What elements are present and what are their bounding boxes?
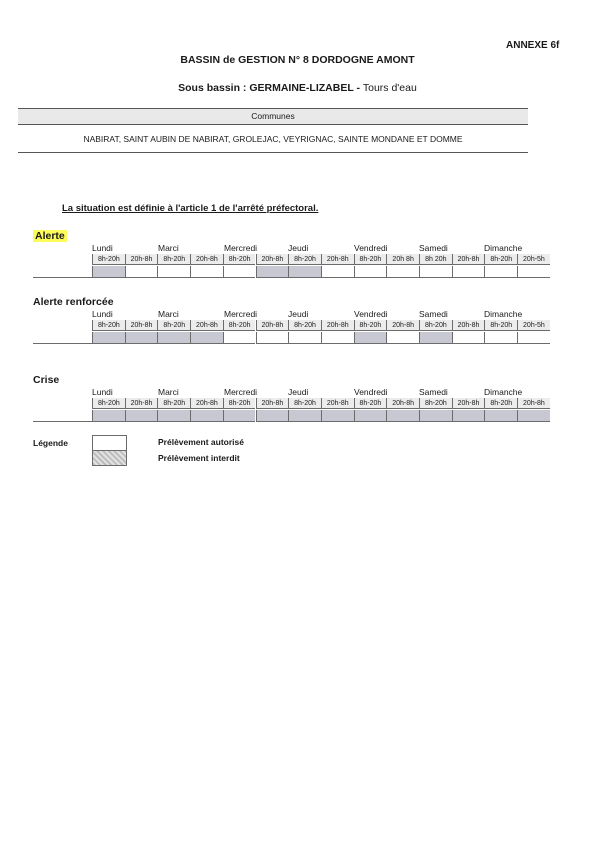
slot-forbidden-cell [386,410,419,422]
slot-label: 8h-20h [484,398,517,409]
day-label: Lundi [92,387,113,397]
slot-label: 8h-20h [223,320,256,331]
slot-label: 8h-20h [484,254,517,265]
status-row-label-cell [33,410,92,422]
day-label: Marci [158,387,179,397]
subtitle-basin: Sous bassin : GERMAINE-LIZABEL - [178,82,363,94]
slot-forbidden-cell [354,410,387,422]
slot-allowed-cell [223,332,256,344]
annex-label: ANNEXE 6f [506,40,560,51]
slot-label: 8h-20h [157,254,190,265]
day-label: Jeudi [288,387,309,397]
slot-forbidden-cell [484,410,517,422]
slot-allowed-cell [190,266,223,278]
day-label: Lundi [92,309,113,319]
slot-forbidden-cell [190,410,223,422]
slot-label: 20h-8h [190,398,223,409]
situation-note: La situation est définie à l'article 1 de l'arrêté préfectoral. [62,203,319,214]
section-label [33,230,67,242]
day-label: Samedi [419,309,448,319]
slot-label: 8h-20h [354,320,387,331]
slot-allowed-cell [157,266,190,278]
day-label: Dimanche [484,387,523,397]
slot-label: 20h-8h [125,254,158,265]
slot-label: 8h-20h [354,398,387,409]
slot-allowed-cell [484,266,517,278]
slot-label: 8h-20h [92,398,125,409]
section-label-text: Alerte [35,230,65,242]
slot-allowed-cell [386,266,419,278]
slot-label: 20h-5h [517,254,550,265]
slot-allowed-cell [452,332,485,344]
day-label: Vendredi [354,243,388,253]
page-subtitle [0,82,595,94]
slot-forbidden-cell [452,410,485,422]
slot-label: 20h-8h [517,398,550,409]
slot-forbidden-cell [92,332,125,344]
slot-label: 20h 8h [386,254,419,265]
slot-allowed-cell [288,332,321,344]
day-label: Samedi [419,243,448,253]
slot-label: 20h-8h [256,398,289,409]
slot-forbidden-cell [125,332,158,344]
slot-forbidden-cell [288,266,321,278]
day-label: Vendredi [354,309,388,319]
status-row-label-cell [33,332,92,344]
day-label: Samedi [419,387,448,397]
day-label: Jeudi [288,243,309,253]
slot-label: 8h-20h [157,398,190,409]
communes-list: NABIRAT, SAINT AUBIN DE NABIRAT, GROLEJAC, VEYRIGNAC, SAINTE MONDANE ET DOMME [83,134,463,144]
slot-allowed-cell [517,266,550,278]
slot-label: 8h-20h [92,320,125,331]
slot-forbidden-cell [256,266,289,278]
slot-label: 8h 20h [419,254,452,265]
slot-label: 20h-8h [321,254,354,265]
section-label-text: Alerte renforcée [33,296,114,308]
day-label: Lundi [92,243,113,253]
day-label: Marci [158,243,179,253]
day-label: Marci [158,309,179,319]
slot-label: 20h-8h [256,254,289,265]
slot-label: 8h-20h [419,320,452,331]
slot-label: 8h-20h [288,398,321,409]
slot-allowed-cell [321,332,354,344]
slot-label: 8h-20h [288,254,321,265]
legend-label: Légende [33,438,68,448]
slot-forbidden-cell [125,410,158,422]
legend-allowed-text: Prélèvement autorisé [158,437,244,447]
slot-forbidden-cell [92,410,125,422]
day-label: Dimanche [484,243,523,253]
slot-forbidden-cell [190,332,223,344]
day-label: Mercredi [224,387,258,397]
slot-allowed-cell [354,266,387,278]
slot-label: 8h-20h [484,320,517,331]
day-label: Dimanche [484,309,523,319]
slot-label: 20h-8h [190,320,223,331]
slot-label: 20h-8h [256,320,289,331]
legend-forbidden-text: Prélèvement interdit [158,453,240,463]
slot-forbidden-cell [354,332,387,344]
slot-allowed-cell [321,266,354,278]
day-label: Mercredi [224,243,258,253]
subtitle-type: Tours d'eau [362,82,417,94]
communes-table [18,108,528,153]
slot-label: 8h-20h [354,254,387,265]
slot-label: 20h-8h [321,398,354,409]
section-label [33,374,59,386]
communes-divider [18,152,528,153]
day-label: Mercredi [224,309,258,319]
slot-label: 8h-20h [92,254,125,265]
slot-label: 20h-8h [452,254,485,265]
slot-forbidden-cell [92,266,125,278]
slot-label: 8h-20h [223,254,256,265]
page-title: BASSIN de GESTION N° 8 DORDOGNE AMONT [180,54,415,66]
communes-header: Communes [18,108,528,125]
legend-allowed-swatch [92,435,127,451]
slot-label: 20h-8h [125,320,158,331]
slot-label: 20h-8h [386,398,419,409]
day-label: Jeudi [288,309,309,319]
slot-allowed-cell [386,332,419,344]
slot-forbidden-cell [223,410,256,422]
slot-label: 20h-8h [321,320,354,331]
slot-label: 8h-20h [157,320,190,331]
slot-label: 20h-5h [517,320,550,331]
slot-forbidden-cell [419,332,452,344]
slot-forbidden-cell [256,410,289,422]
slot-label: 20h-8h [452,398,485,409]
slot-allowed-cell [419,266,452,278]
slot-allowed-cell [256,332,289,344]
slot-label: 8h-20h [288,320,321,331]
section-label-text: Crise [33,374,60,386]
slot-forbidden-cell [321,410,354,422]
slot-allowed-cell [484,332,517,344]
section-label [33,296,114,308]
slot-forbidden-cell [419,410,452,422]
slot-label: 20h-8h [386,320,419,331]
slot-allowed-cell [452,266,485,278]
slot-forbidden-cell [517,410,550,422]
slot-label: 8h-20h [419,398,452,409]
slot-allowed-cell [517,332,550,344]
slot-label: 20h-8h [452,320,485,331]
status-row-label-cell [33,266,92,278]
slot-forbidden-cell [288,410,321,422]
slot-forbidden-cell [157,410,190,422]
day-label: Vendredi [354,387,388,397]
legend-forbidden-swatch [92,450,127,466]
slot-label: 20h-8h [190,254,223,265]
slot-allowed-cell [125,266,158,278]
slot-label: 20h-8h [125,398,158,409]
slot-forbidden-cell [157,332,190,344]
slot-label: 8h-20h [223,398,256,409]
slot-allowed-cell [223,266,256,278]
